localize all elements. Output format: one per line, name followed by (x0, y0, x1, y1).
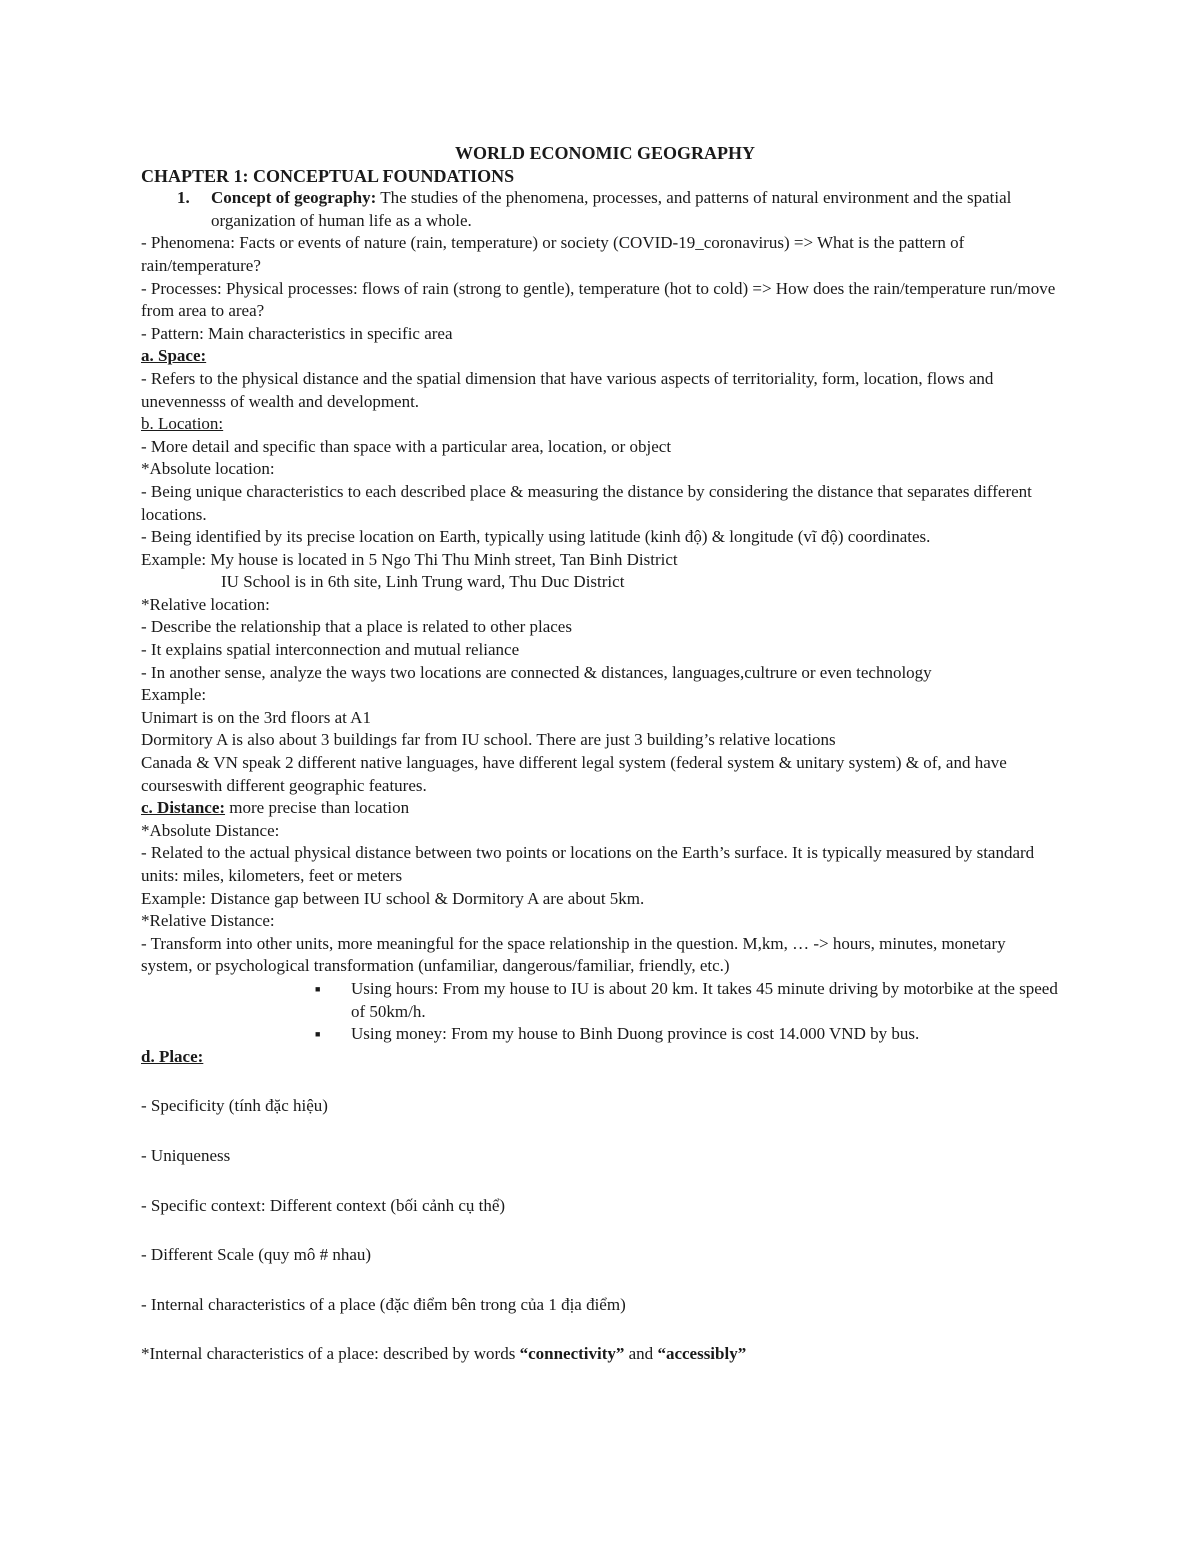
place-final-prefix: *Internal characteristics of a place: described by words (141, 1344, 520, 1364)
location-line: Example: (141, 685, 207, 705)
distance-line: - Transform into other units, more meaningful for the space relationship in the question. M,km, … -> hours, minutes, monetary system, or psychological transformation (unfamiliar, dangerous/familiar, friendly, etc.) (141, 933, 1006, 976)
place-line: - Uniqueness (141, 1145, 231, 1165)
location-example-indented: IU School is in 6th site, Linh Trung ward, Thu Duc District (221, 572, 625, 592)
document-title: WORLD ECONOMIC GEOGRAPHY (454, 143, 755, 163)
space-line: - Refers to the physical distance and the spatial dimension that have various aspects of territoriality, form, location, flows and unevennesss of wealth and development. (141, 368, 994, 411)
place-final-line (141, 1343, 1061, 1366)
intro-line: - Phenomena: Facts or events of nature (rain, temperature) or society (COVID-19_coronavirus) => What is the pattern of rain/temperature? (141, 233, 965, 275)
location-line: Dormitory A is also about 3 buildings far from IU school. There are just 3 building’s relative locations (141, 730, 836, 750)
location-line: - It explains spatial interconnection and mutual reliance (141, 640, 520, 660)
location-line: - Describe the relationship that a place is related to other places (141, 617, 572, 637)
concept-definition: The studies of the phenomena, processes, and patterns of natural environment and the spatial organization of human life as a whole. (211, 188, 1012, 230)
location-line: Canada & VN speak 2 different native languages, have different legal system (federal system & unitary system) & of, and have courseswith different geographic features. (141, 753, 1007, 795)
location-line: - Being unique characteristics to each described place & measuring the distance by considering the distance that separates different locations. (141, 481, 1032, 524)
location-line: *Absolute location: (141, 459, 275, 479)
distance-bullet (141, 978, 1061, 1023)
document-page (141, 142, 1061, 1366)
location-line: - In another sense, analyze the ways two locations are connected & distances, languages,cultrure or even technology (141, 662, 932, 682)
concept-item (141, 187, 1061, 232)
distance-line: Example: Distance gap between IU school & Dormitory A are about 5km. (141, 888, 645, 908)
distance-line: *Absolute Distance: (141, 820, 280, 840)
concept-number: 1. (177, 188, 190, 208)
square-bullet-icon: ■ (315, 983, 321, 994)
square-bullet-icon: ■ (315, 1029, 321, 1040)
location-line: *Relative location: (141, 594, 270, 614)
location-line: Unimart is on the 3rd floors at A1 (141, 707, 371, 727)
location-example: Example: My house is located in 5 Ngo Thi Thu Minh street, Tan Binh District (141, 549, 678, 569)
place-line: - Specific context: Different context (bối cảnh cụ thể) (141, 1195, 506, 1215)
intro-line: - Pattern: Main characteristics in specific area (141, 323, 453, 343)
distance-line: *Relative Distance: (141, 911, 275, 931)
chapter-heading: CHAPTER 1: CONCEPTUAL FOUNDATIONS (141, 165, 515, 186)
location-line: - More detail and specific than space with a particular area, location, or object (141, 436, 672, 456)
concept-label: Concept of geography: (211, 188, 377, 208)
place-line: - Internal characteristics of a place (đặc điểm bên trong của 1 địa điểm) (141, 1294, 626, 1314)
distance-bullet (141, 1023, 1061, 1046)
accessibly-word: “accessibly” (657, 1344, 747, 1364)
space-heading: a. Space: (141, 346, 207, 366)
connectivity-word: “connectivity” (519, 1344, 625, 1364)
location-line: - Being identified by its precise location on Earth, typically using latitude (kinh độ) & longitude (vĩ độ) coordinates. (141, 527, 931, 547)
place-final-mid: and (624, 1344, 658, 1364)
distance-heading: c. Distance: (141, 798, 226, 818)
place-heading: d. Place: (141, 1046, 204, 1066)
distance-heading-line (141, 797, 1061, 820)
distance-line: - Related to the actual physical distance between two points or locations on the Earth’s surface. It is typically measured by standard units: miles, kilometers, feet or meters (141, 843, 1035, 885)
distance-bullet-text: Using money: From my house to Binh Duong province is cost 14.000 VND by bus. (351, 1024, 920, 1044)
distance-heading-rest: more precise than location (225, 798, 410, 818)
place-line: - Different Scale (quy mô # nhau) (141, 1245, 372, 1265)
distance-bullet-text: Using hours: From my house to IU is about 20 km. It takes 45 minute driving by motorbike at the speed of 50km/h. (351, 978, 1058, 1021)
concept-text (211, 187, 1061, 232)
place-line: - Specificity (tính đặc hiệu) (141, 1096, 328, 1116)
intro-line: - Processes: Physical processes: flows of rain (strong to gentle), temperature (hot to cold) => How does the rain/temperature run/move from area to area? (141, 278, 1056, 321)
location-heading: b. Location: (141, 414, 224, 434)
